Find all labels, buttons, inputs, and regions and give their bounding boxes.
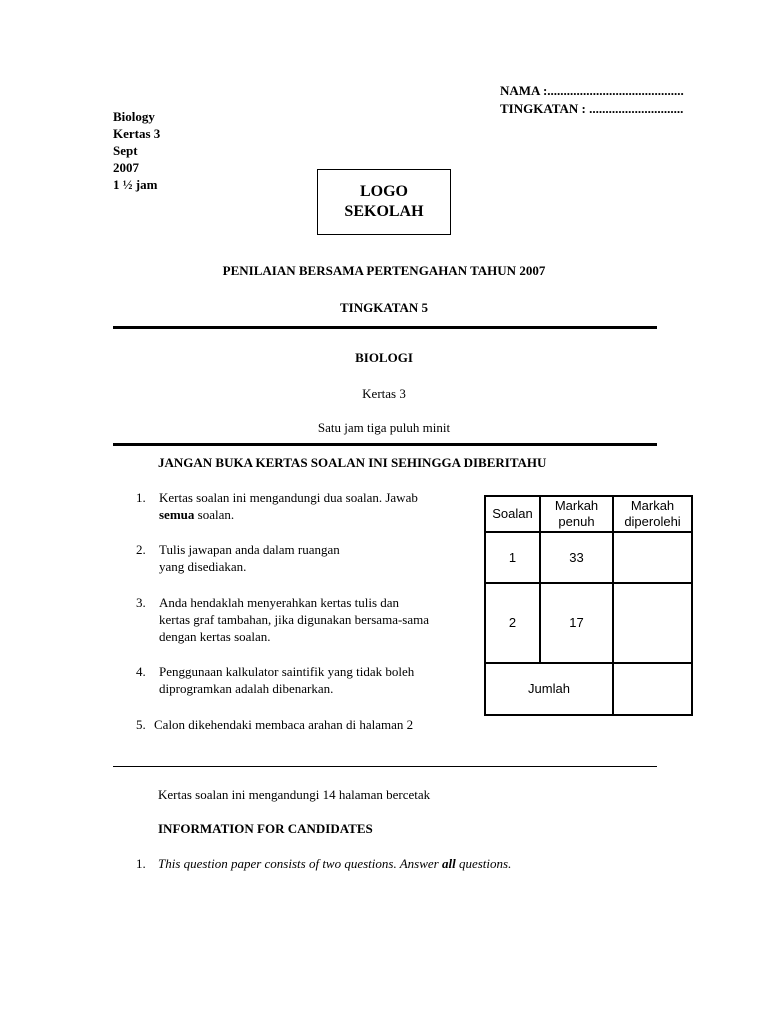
instruction-2-line-1: Tulis jawapan anda dalam ruangan — [159, 542, 340, 557]
divider-top — [113, 326, 657, 329]
info-text-pre: This question paper consists of two questions. Answer — [158, 856, 442, 871]
header-markah-diperolehi-line-1: Markah — [630, 498, 675, 513]
instruction-number: 4. — [136, 664, 146, 679]
instruction-1-line-1: Kertas soalan ini mengandungi dua soalan. Jawab — [159, 490, 418, 505]
instruction-3-line-1: Anda hendaklah menyerahkan kertas tulis dan — [159, 595, 400, 610]
page-count-text: Kertas soalan ini mengandungi 14 halaman bercetak — [158, 787, 431, 802]
divider-bottom — [113, 766, 657, 767]
instruction-number: 3. — [136, 595, 146, 610]
meta-duration: 1 ½ jam — [113, 177, 158, 192]
instruction-text — [159, 489, 418, 523]
tingkatan-field: TINGKATAN : ............................. — [500, 101, 684, 116]
instruction-1-line-2 — [159, 506, 418, 523]
cell-markah-diperolehi[interactable] — [613, 532, 692, 583]
meta-subject: Biology — [113, 109, 155, 124]
instruction-1-rest: soalan. — [194, 507, 235, 522]
instruction-number: 5. — [136, 717, 146, 732]
instruction-item — [136, 716, 476, 736]
info-number: 1. — [136, 856, 146, 871]
marks-table — [484, 495, 693, 716]
cell-markah-diperolehi[interactable] — [613, 583, 692, 663]
warning-text: JANGAN BUKA KERTAS SOALAN INI SEHINGGA DIBERITAHU — [158, 455, 547, 470]
cell-soalan: 2 — [485, 583, 540, 663]
header-markah-diperolehi — [613, 496, 692, 532]
header-markah-penuh-line-1: Markah — [554, 498, 599, 513]
instruction-number: 2. — [136, 542, 146, 557]
school-logo-placeholder — [317, 169, 451, 235]
instruction-item — [136, 489, 476, 529]
header-markah-penuh — [540, 496, 613, 532]
cell-soalan: 1 — [485, 532, 540, 583]
cell-jumlah-value[interactable] — [613, 663, 692, 715]
instruction-number: 1. — [136, 490, 146, 505]
header-markah-penuh-line-2: penuh — [558, 514, 595, 529]
cell-markah-penuh: 17 — [540, 583, 613, 663]
table-row-total — [485, 663, 692, 715]
exam-title: PENILAIAN BERSAMA PERTENGAHAN TAHUN 2007 — [222, 263, 546, 278]
time-title: Satu jam tiga puluh minit — [317, 420, 451, 435]
meta-paper: Kertas 3 — [113, 126, 161, 141]
header-markah-diperolehi-line-2: diperolehi — [624, 514, 681, 529]
form-title: TINGKATAN 5 — [340, 300, 428, 315]
cell-markah-penuh: 33 — [540, 532, 613, 583]
info-text — [158, 856, 511, 872]
instruction-2-line-2: yang disediakan. — [159, 559, 247, 574]
instruction-text — [154, 716, 413, 733]
instruction-4-line-1: Penggunaan kalkulator saintifik yang tidak boleh — [159, 664, 415, 679]
nama-field: NAMA :.......................................... — [500, 83, 684, 98]
instruction-3-line-3: dengan kertas soalan. — [159, 629, 271, 644]
logo-line-2: SEKOLAH — [344, 203, 424, 220]
logo-line-1: LOGO — [359, 183, 408, 200]
instruction-3-line-2: kertas graf tambahan, jika digunakan bersama-sama — [159, 612, 429, 627]
name-form-block — [500, 82, 684, 118]
instruction-text — [159, 541, 340, 575]
instruction-item — [136, 663, 476, 703]
instruction-5-line-1: Calon dikehendaki membaca arahan di halaman 2 — [154, 717, 414, 732]
table-row — [485, 532, 692, 583]
subject-title: BIOLOGI — [355, 350, 413, 365]
info-text-bold: all — [441, 856, 456, 871]
instruction-1-bold: semua — [159, 507, 195, 522]
instruction-text — [159, 663, 414, 697]
info-text-post: questions. — [455, 856, 512, 871]
meta-month: Sept — [113, 143, 138, 158]
instruction-text — [159, 594, 429, 645]
cell-jumlah-label: Jumlah — [485, 663, 613, 715]
instruction-item — [136, 594, 476, 650]
meta-year: 2007 — [113, 160, 139, 175]
info-heading: INFORMATION FOR CANDIDATES — [158, 821, 373, 836]
header-soalan: Soalan — [485, 496, 540, 532]
instruction-item — [136, 541, 476, 581]
paper-title: Kertas 3 — [362, 386, 406, 401]
instruction-4-line-2: diprogramkan adalah dibenarkan. — [159, 681, 334, 696]
marks-table-header-row — [485, 496, 692, 532]
paper-meta — [113, 108, 160, 193]
divider-middle — [113, 443, 657, 446]
table-row — [485, 583, 692, 663]
